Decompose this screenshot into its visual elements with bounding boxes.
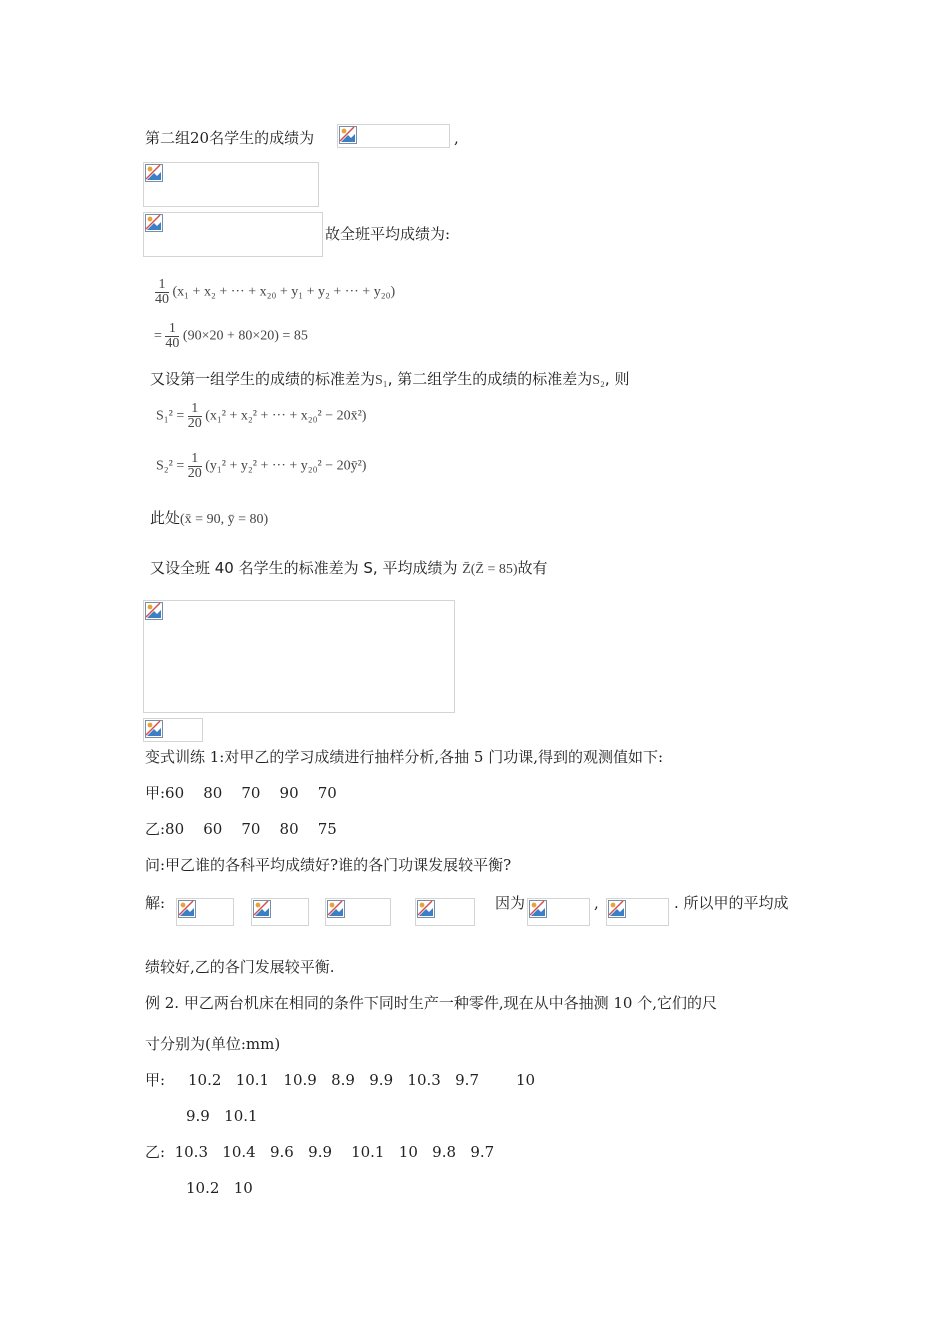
overall-std-line: 又设全班 40 名学生的标准差为 S, 平均成绩为 Z̄(Z̄ = 85)故有 (150, 559, 548, 577)
broken-image-icon (145, 164, 163, 182)
image-placeholder (415, 898, 475, 926)
example2-yi-row2: 10.2 10 (186, 1179, 253, 1197)
image-placeholder (337, 124, 450, 148)
broken-image-icon (145, 602, 163, 620)
mean-formula-row2: = $\frac{1}{40}$ (90×20 + 80×20) = 85 (154, 321, 308, 351)
exercise-title: 变式训练 1:对甲乙的学习成绩进行抽样分析,各抽 5 门功课,得到的观测值如下: (145, 748, 664, 766)
broken-image-icon (608, 900, 626, 918)
conclusion-continued: 绩较好,乙的各门发展较平衡. (145, 958, 335, 976)
broken-image-icon (327, 900, 345, 918)
broken-image-icon (178, 900, 196, 918)
image-placeholder (527, 898, 590, 926)
intro-group2-text: 第二组20名学生的成绩为 (145, 129, 315, 147)
exercise-question: 问:甲乙谁的各科平均成绩好?谁的各门功课发展较平衡? (145, 856, 512, 874)
broken-image-icon (417, 900, 435, 918)
image-placeholder (143, 162, 319, 207)
exercise-yi-scores: 乙:80 60 70 80 75 (145, 820, 337, 838)
image-placeholder (143, 212, 323, 257)
image-placeholder (143, 718, 203, 742)
example2-yi-row1: 乙: 10.3 10.4 9.6 9.9 10.1 10 9.8 9.7 (145, 1143, 495, 1161)
mean-formula-row1: $\frac{1}{40}$ (x₁ + x₂ + ··· + x₂₀ + y₁ + y₂ + ··· + y₂₀) (155, 277, 396, 307)
example2-line1: 例 2. 甲乙两台机床在相同的条件下同时生产一种零件,现在从中各抽测 10 个,它们的尺 (145, 994, 718, 1012)
std-intro-line: 又设第一组学生的成绩的标准差为S₁, 第二组学生的成绩的标准差为S₂, 则 (150, 370, 630, 388)
example2-line2: 寸分别为(单位:mm) (145, 1035, 281, 1053)
image-placeholder (606, 898, 669, 926)
image-placeholder (325, 898, 391, 926)
broken-image-icon (253, 900, 271, 918)
example2-jia-row1: 10.2 10.1 10.9 8.9 9.9 10.3 9.7 (188, 1071, 479, 1089)
exercise-jia-scores: 甲:60 80 70 90 70 (145, 784, 337, 802)
broken-image-icon (339, 126, 357, 144)
example2-jia-row1-last: 10 (516, 1071, 536, 1089)
answer-label: 解: (145, 894, 166, 912)
broken-image-icon (145, 214, 163, 232)
s2-formula: S₂² = $\frac{1}{20}$ (y₁² + y₂² + ··· + y₂₀² − 20ȳ²) (156, 451, 367, 481)
comma-text: , (454, 129, 459, 147)
here-line: 此处(x̄ = 90, ȳ = 80) (150, 509, 269, 527)
because-label: 因为 (495, 894, 526, 912)
broken-image-icon (145, 720, 163, 738)
broken-image-icon (529, 900, 547, 918)
class-mean-label: 故全班平均成绩为: (325, 225, 451, 243)
image-placeholder (251, 898, 309, 926)
comma-text: , (594, 894, 599, 912)
example2-jia-label: 甲: (145, 1071, 166, 1089)
s1-formula: S₁² = $\frac{1}{20}$ (x₁² + x₂² + ··· + x₂₀² − 20x̄²) (156, 401, 367, 431)
example2-jia-row2: 9.9 10.1 (186, 1107, 258, 1125)
image-placeholder (176, 898, 234, 926)
conclusion-text: . 所以甲的平均成 (674, 894, 789, 912)
image-placeholder (143, 600, 455, 713)
